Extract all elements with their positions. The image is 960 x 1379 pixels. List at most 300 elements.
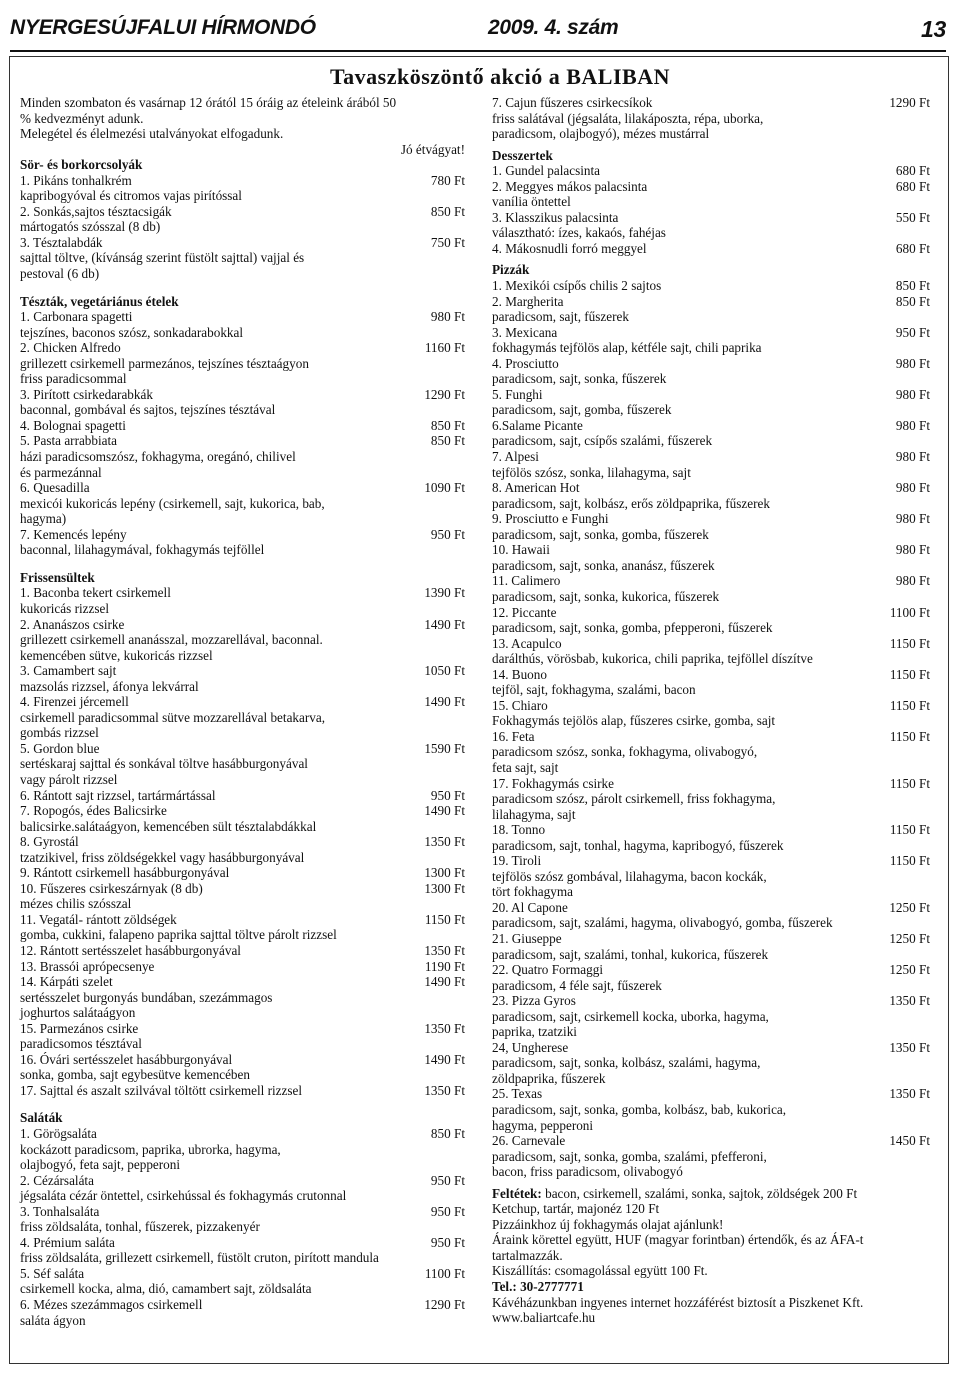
item-price: 980 Ft [895,386,930,402]
page-header [10,14,946,48]
menu-item [492,542,930,573]
section-title: Tészták, vegetáriánus ételek [20,293,179,309]
item-name: 13. Acapulco [492,635,562,651]
menu-item [492,95,930,142]
menu-item [20,741,465,788]
item-desc: kemencében sütve, kukoricás rizzsel [20,647,213,663]
item-desc: tejföl, sajt, fokhagyma, szalámi, bacon [492,682,696,698]
item-name: 17. Sajttal és aszalt szilvával töltött csirkemell rizzsel [20,1082,302,1098]
menu-item [20,1021,465,1052]
item-desc: saláta ágyon [20,1312,86,1328]
menu-item [492,387,930,418]
menu-item [492,449,930,480]
menu-section [20,570,465,1099]
item-price: 980 Ft [895,542,930,558]
item-price: 1290 Ft [424,386,465,402]
item-price: 1350 Ft [424,1020,465,1036]
item-desc: baconnal, lilahagymával, fokhagymás tejföllel [20,542,265,558]
menu-item [20,340,465,387]
item-price: 1100 Ft [889,604,930,620]
item-price: 1150 Ft [889,728,930,744]
item-name: 3. Camambert sajt [20,663,117,679]
item-desc: gombás rizzsel [20,725,99,741]
item-desc: grillezett csirkemell ananásszal, mozzarellával, baconnal. [20,632,323,648]
item-desc: kockázott paradicsom, paprika, ubrorka, hagyma, [20,1141,281,1157]
item-desc: hagyma) [20,511,67,527]
item-name: 1. Görögsaláta [20,1126,97,1141]
item-price: 1350 Ft [424,1082,465,1098]
item-desc: tört fokhagyma [492,884,573,900]
menu-item [492,573,930,604]
item-desc: sonka, gomba, sajt egybesütve kemencében [20,1067,250,1083]
item-price: 550 Ft [895,209,930,225]
item-desc: friss paradicsommal [20,371,127,387]
item-desc: paradicsom, sajt, sonka, gomba, szalámi, pfefferoni, [492,1148,767,1164]
item-name: 14. Kárpáti szelet [20,974,113,990]
menu-item [20,663,465,694]
menu-section [20,157,465,281]
item-desc: balicsirke.salátaágyon, kemencében sült tésztalabdákkal [20,818,317,834]
item-name: 1. Pikáns tonhalkrém [20,172,132,188]
menu-item [492,667,930,698]
menu-item [20,387,465,418]
menu-item [20,1235,465,1266]
item-name: 14. Buono [492,666,547,682]
item-price: 1350 Ft [889,993,930,1009]
menu-item [20,1126,465,1173]
menu-item [20,912,465,943]
item-price: 1150 Ft [424,911,465,927]
item-desc: tejszínes, baconos szósz, sonkadarabokkal [20,324,244,340]
item-desc: Fokhagymás tejölös alap, fűszeres csirke, gomba, sajt [492,713,776,729]
menu-item [492,776,930,823]
item-price: 750 Ft [430,234,465,250]
menu-item [492,163,930,179]
item-desc: paradicsom, sajt, szalámi, hagyma, olivabogyó, gomba, fűszerek [492,915,833,931]
item-name: 6. Mézes szezámmagos csirkemell [20,1297,203,1313]
item-desc: bacon, friss paradicsom, olivabogyó [492,1164,683,1180]
right-menu-sections [492,148,930,1186]
menu-item [492,294,930,325]
menu-item [492,1086,930,1133]
item-desc: mártogatós szósszal (8 db) [20,219,161,235]
intro-line: % kedvezményt adunk. [20,110,144,126]
item-desc: paradicsom, sajt, gomba, fűszerek [492,402,672,418]
item-desc: sertéskaraj sajttal és sonkával töltve hasábburgonyával [20,756,308,772]
item-name: 2. Margherita [492,293,564,309]
menu-section [492,262,930,1179]
prices-note: Áraink körettel együtt, HUF (magyar forintban) értendők, és az ÁFA-t [492,1232,864,1248]
item-name: 2. Cézársaláta [20,1172,94,1188]
item-name: 6. Quesadilla [20,480,90,496]
item-price: 950 Ft [430,787,465,803]
right-column [492,95,930,1326]
item-price: 1090 Ft [424,480,465,496]
item-desc: mézes chilis szósszal [20,896,132,912]
item-name: 6. Rántott sajt rizzsel, tartármártással [20,787,216,803]
item-price: 950 Ft [430,1172,465,1188]
item-name: 9. Prosciutto e Funghi [492,511,609,527]
item-price: 950 Ft [430,1234,465,1250]
item-price: 680 Ft [895,240,930,256]
menu-item [20,1052,465,1083]
item-name: 4. Firenzei jércemell [20,694,129,710]
item-desc: házi paradicsomszósz, fokhagyma, oregánó, chilivel [20,449,296,465]
item-price: 1350 Ft [424,942,465,958]
item-desc: olajbogyó, feta sajt, pepperoni [20,1157,181,1173]
menu-item [20,585,465,616]
item-desc: mazsolás rizzsel, áfonya lekvárral [20,678,199,694]
menu-section [492,148,930,257]
item-price: 950 Ft [430,526,465,542]
item-price: 980 Ft [895,573,930,589]
item-name: 1. Mexikói csípős chilis 2 sajtos [492,278,662,294]
item-desc: friss salátával (jégsaláta, lilakáposzta, répa, uborka, [492,110,764,126]
item-name: 17. Fokhagymás csirke [492,775,614,791]
footer-notes [492,1186,930,1326]
item-price: 850 Ft [895,278,930,294]
item-desc: mexicói kukoricás lepény (csirkemell, sajt, kukorica, bab, [20,495,325,511]
item-price: 1190 Ft [424,958,465,974]
section-title: Pizzák [492,262,530,278]
page-number: 13 [921,16,946,42]
menu-item [492,993,930,1040]
menu-item [492,210,930,241]
item-name: 3. Tonhalsaláta [20,1203,100,1219]
item-price: 1150 Ft [889,775,930,791]
website-url: www.baliartcafe.hu [492,1310,596,1326]
item-name: 16. Óvári sertésszelet hasábburgonyával [20,1051,233,1067]
menu-item [492,962,930,993]
item-desc: választható: ízes, kakaós, fahéjas [492,225,666,241]
item-desc: paradicsom, sajt, sonka, gomba, fűszerek [492,526,709,542]
menu-item [20,1204,465,1235]
item-name: 10. Hawaii [492,542,550,558]
section-title: Sör- és borkorcsolyák [20,157,143,173]
item-name: 3. Tésztalabdák [20,234,103,250]
menu-item [492,605,930,636]
menu-item [492,356,930,387]
item-desc: vagy párolt rizzsel [20,771,118,787]
article-title: Tavaszköszöntő akció a BALIBAN [330,64,670,89]
item-name: 10. Fűszeres csirkeszárnyak (8 db) [20,880,203,896]
item-desc: paradicsom, sajt, sonka, kukorica, fűszerek [492,588,720,604]
intro [20,95,465,157]
item-desc: lilahagyma, sajt [492,806,576,822]
item-price: 1250 Ft [889,899,930,915]
item-desc: sertésszelet burgonyás bundában, szezámmagos [20,989,273,1005]
menu-item [492,729,930,776]
item-desc: tejfölös szósz, sonka, lilahagyma, sajt [492,464,691,480]
item-price: 1490 Ft [424,974,465,990]
item-desc: paradicsom, sajt, fűszerek [492,309,629,325]
item-price: 1350 Ft [889,1086,930,1102]
item-price: 1350 Ft [889,1039,930,1055]
menu-item [20,865,465,881]
item-desc: paprika, tzatziki [492,1024,577,1040]
item-name: 26. Carnevale [492,1133,566,1149]
item-name: 4. Mákosnudli forró meggyel [492,240,647,256]
section-title: Frissensültek [20,569,95,585]
item-price: 680 Ft [895,178,930,194]
item-name: 25. Texas [492,1086,543,1102]
item-name: 19. Tiroli [492,853,542,869]
item-desc: vanília öntettel [492,194,571,210]
item-name: 21. Giuseppe [492,930,562,946]
menu-item [492,480,930,511]
item-desc: paradicsom, 4 féle sajt, fűszerek [492,977,662,993]
item-name: 20. Al Capone [492,899,568,915]
item-price: 1100 Ft [424,1265,465,1281]
item-price: 1150 Ft [889,697,930,713]
item-name: 18. Tonno [492,822,546,838]
item-name: 22. Quatro Formaggi [492,962,603,978]
item-desc: friss zöldsaláta, grillezett csirkemell, füstölt cruton, pirított mandula [20,1250,379,1266]
item-name: 11. Calimero [492,573,561,589]
item-desc: joghurtos salátaágyon [20,1005,136,1021]
item-price: 980 Ft [895,449,930,465]
item-name: 1. Baconba tekert csirkemell [20,585,171,601]
item-name: 2. Ananászos csirke [20,616,125,632]
item-name: 12. Piccante [492,604,557,620]
toppings-text: bacon, csirkemell, szalámi, sonka, sajtok, zöldségek 200 Ft [545,1185,858,1201]
item-name: 5. Séf saláta [20,1265,85,1281]
item-desc: tejfölös szósz gombával, lilahagyma, bacon kockák, [492,868,767,884]
menu-item [20,433,465,480]
menu-item [492,900,930,931]
item-name: 9. Rántott csirkemell hasábburgonyával [20,865,230,881]
item-price: 1490 Ft [424,616,465,632]
item-price: 1150 Ft [889,853,930,869]
menu-item [20,959,465,975]
item-desc: friss zöldsaláta, tonhal, fűszerek, pizzakenyér [20,1219,260,1235]
phone-number: Tel.: 30-2777771 [492,1279,584,1295]
menu-item [20,788,465,804]
menu-item [20,204,465,235]
item-desc: paradicsom, sajt, kolbász, erős zöldpaprika, fűszerek [492,495,770,511]
menu-item [20,1297,465,1328]
item-name: 11. Vegatál- rántott zöldségek [20,911,177,927]
item-price: 850 Ft [895,293,930,309]
delivery-note: Kiszállítás: csomagolással együtt 100 Ft. [492,1263,708,1279]
menu-item [20,694,465,741]
menu-item [20,173,465,204]
left-column [20,95,465,1340]
intro-line: Melegétel és élelmezési utalványokat elfogadunk. [20,126,284,142]
item-desc: baconnal, gombával és sajtos, tejszínes tésztával [20,402,276,418]
item-name: 12. Rántott sertésszelet hasábburgonyával [20,942,241,958]
menu-item [20,1266,465,1297]
item-desc: fokhagymás tejfölös alap, kétféle sajt, chili paprika [492,340,762,356]
item-price: 980 Ft [430,309,465,325]
item-price: 1300 Ft [424,865,465,881]
item-name: 4. Prémium saláta [20,1234,115,1250]
item-price: 1050 Ft [424,663,465,679]
item-name: 5. Funghi [492,386,543,402]
item-price: 1350 Ft [424,834,465,850]
menu-item [492,1040,930,1087]
item-name: 15. Chiaro [492,697,548,713]
item-name: 8. Gyrostál [20,834,79,850]
item-desc: paradicsom, sajt, sonka, kolbász, szalámi, hagyma, [492,1055,761,1071]
item-desc: pestoval (6 db) [20,266,100,282]
item-desc: sajttal töltve, (kívánság szerint füstölt sajttal) vajjal és [20,250,305,266]
menu-item [20,1173,465,1204]
menu-item [20,418,465,434]
prices-note: tartalmazzák. [492,1247,563,1263]
item-price: 1150 Ft [889,822,930,838]
menu-item [492,179,930,210]
menu-item [20,480,465,527]
item-desc: paradicsom, sajt, tonhal, hagyma, kapribogyó, fűszerek [492,837,784,853]
item-name: 24, Ungherese [492,1039,569,1055]
item-name: 4. Bolognai spagetti [20,417,126,433]
menu-item [20,235,465,282]
item-price: 1490 Ft [424,803,465,819]
header-rule [10,50,946,52]
item-price: 1300 Ft [424,880,465,896]
item-name: 1. Carbonara spagetti [20,309,133,325]
item-desc: paradicsom, sajt, sonka, gomba, kolbász, bab, kukorica, [492,1102,787,1117]
menu-item [492,822,930,853]
item-name: 5. Gordon blue [20,740,100,756]
item-desc: paradicsom, sajt, szalámi, tonhal, kukorica, fűszerek [492,946,769,962]
item-desc: darálthús, vörösbab, kukorica, chili paprika, tejföllel díszítve [492,651,813,667]
menu-item [492,636,930,667]
item-price: 950 Ft [430,1203,465,1219]
item-price: 680 Ft [895,163,930,179]
item-price: 780 Ft [430,172,465,188]
menu-item [20,881,465,912]
item-price: 1450 Ft [889,1133,930,1149]
item-price: 1150 Ft [889,635,930,651]
item-name: 2. Meggyes mákos palacsinta [492,178,648,194]
item-price: 1160 Ft [424,340,465,356]
item-price: 980 Ft [895,511,930,527]
toppings-label: Feltétek: [492,1185,542,1201]
item-price: 1490 Ft [424,1051,465,1067]
item-price: 850 Ft [430,417,465,433]
item-desc: csirkemell paradicsommal sütve mozzarellával betakarva, [20,709,326,725]
item-name: 3. Klasszikus palacsinta [492,209,619,225]
menu-item [492,931,930,962]
item-desc: zöldpaprika, fűszerek [492,1070,606,1086]
menu-section [20,1110,465,1328]
item-desc: jégsaláta cézár öntettel, csirkehússal és fokhagymás crutonnal [20,1188,347,1204]
menu-item [492,853,930,900]
item-price: 980 Ft [895,480,930,496]
left-menu-sections [20,157,465,1340]
intro-line: Minden szombaton és vasárnap 12 órától 15 óráig az ételeink árából 50 [20,95,397,110]
menu-item [20,617,465,664]
greeting: Jó étvágyat! [400,141,465,157]
item-price: 850 Ft [430,203,465,219]
item-price: 1290 Ft [424,1297,465,1313]
item-name: 7. Kemencés lepény [20,526,127,542]
menu-item [20,309,465,340]
item-name: 23. Pizza Gyros [492,993,576,1009]
issue-number: 2009. 4. szám [488,16,619,39]
menu-section [20,294,465,558]
section-title: Desszertek [492,147,553,163]
item-name: 15. Parmezános csirke [20,1020,139,1036]
item-desc: csirkemell kocka, alma, dió, camambert sajt, zöldsaláta [20,1281,312,1297]
newspaper-name: NYERGESÚJFALUI HÍRMONDÓ [10,16,316,39]
menu-item [20,1083,465,1099]
menu-item [492,1133,930,1180]
item-name: 13. Brassói aprópecsenye [20,958,155,974]
item-desc: paradicsom, olajbogyó), mézes mustárral [492,126,710,142]
item-desc: paradicsom, sajt, csirkemell kocka, uborka, hagyma, [492,1008,769,1024]
item-name: 7. Alpesi [492,449,539,465]
sauces-note: Ketchup, tartár, majonéz 120 Ft [492,1201,660,1217]
item-desc: feta sajt, sajt [492,759,559,775]
item-name: 7. Cajun fűszeres csirkecsíkok [492,95,653,110]
menu-item [20,527,465,558]
item-name: 3. Pirított csirkedarabkák [20,386,153,402]
item-desc: gomba, cukkini, falapeno paprika sajttal töltve párolt rizzsel [20,927,337,943]
garlic-oil-note: Pizzáinkhoz új fokhagymás olajat ajánlunk! [492,1216,724,1232]
section-title: Saláták [20,1110,63,1126]
menu-item [492,511,930,542]
item-name: 3. Mexicana [492,324,558,340]
item-price: 850 Ft [430,1126,465,1141]
menu-item [20,803,465,834]
item-name: 2. Sonkás,sajtos tésztacsigák [20,203,172,219]
item-price: 1290 Ft [889,95,930,110]
item-desc: kapribogyóval és citromos vajas pirítóssal [20,188,242,204]
item-price: 1150 Ft [889,666,930,682]
menu-item [492,278,930,294]
item-price: 980 Ft [895,417,930,433]
item-desc: paradicsom, sajt, csípős szalámi, fűszerek [492,433,713,449]
item-price: 850 Ft [430,433,465,449]
item-desc: hagyma, pepperoni [492,1117,594,1133]
item-name: 6.Salame Picante [492,417,583,433]
item-price: 980 Ft [895,355,930,371]
item-desc: paradicsom, sajt, sonka, fűszerek [492,371,667,387]
item-price: 1590 Ft [424,740,465,756]
menu-item [492,698,930,729]
menu-item [492,241,930,257]
item-name: 7. Ropogós, édes Balicsirke [20,803,167,819]
item-desc: és parmezánnal [20,464,102,480]
item-desc: kukoricás rizzsel [20,600,109,616]
item-name: 8. American Hot [492,480,580,496]
menu-item [20,834,465,865]
item-desc: paradicsomos tésztával [20,1036,142,1052]
item-name: 2. Chicken Alfredo [20,340,121,356]
item-desc: grillezett csirkemell parmezános, tejszínes tésztaágyon [20,355,309,371]
item-price: 1490 Ft [424,694,465,710]
item-name: 16. Feta [492,728,535,744]
item-price: 1390 Ft [424,585,465,601]
item-desc: tzatzikivel, friss zöldségekkel vagy hasábburgonyával [20,849,305,865]
menu-item [492,325,930,356]
item-price: 1250 Ft [889,962,930,978]
item-name: 4. Prosciutto [492,355,559,371]
item-desc: paradicsom szósz, párolt csirkemell, friss fokhagyma, [492,791,776,807]
menu-item [492,418,930,449]
item-name: 5. Pasta arrabbiata [20,433,118,449]
item-price: 1250 Ft [889,930,930,946]
internet-note: Kávéházunkban ingyenes internet hozzáférést biztosít a Piszkenet Kft. [492,1294,864,1310]
item-desc: paradicsom, sajt, sonka, ananász, fűszerek [492,557,715,573]
menu-item [20,943,465,959]
menu-item [20,974,465,1021]
item-name: 1. Gundel palacsinta [492,163,601,179]
item-desc: paradicsom szósz, sonka, fokhagyma, olivabogyó, [492,744,758,760]
